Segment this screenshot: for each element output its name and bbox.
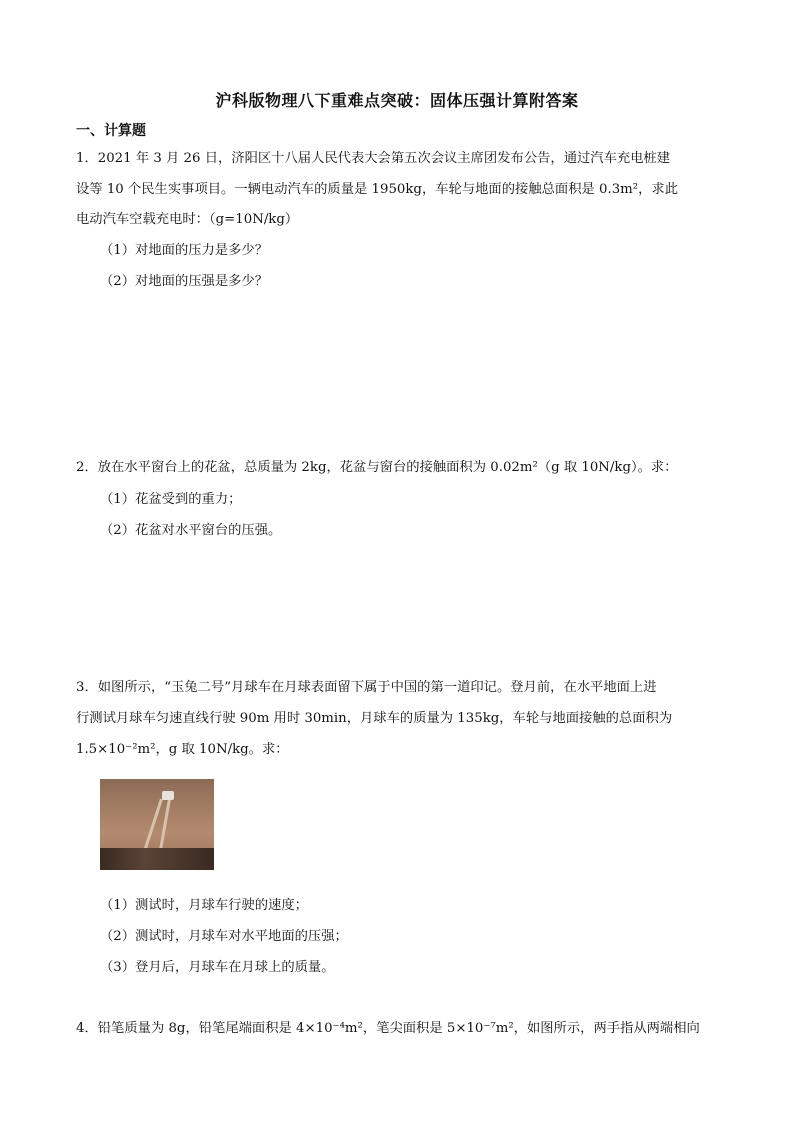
q3-sub-2: （2）测试时，月球车对水平地面的压强； [100,929,348,944]
rover-shape [162,791,174,800]
lunar-rover-photo [100,779,214,870]
q2-sub-1: （1）花盆受到的重力； [100,492,242,507]
q1-line-1: 1．2021 年 3 月 26 日，济阳区十八届人民代表大会第五次会议主席团发布公告，通过汽车充电桩建 [76,151,671,166]
q3-line-2: 行测试月球车匀速直线行驶 90m 用时 30min，月球车的质量为 135kg，车轮与地面接触的总面积为 [76,711,673,726]
q3-sub-3: （3）登月后，月球车在月球上的质量。 [100,960,335,975]
q1-line-2: 设等 10 个民生实事项目。一辆电动汽车的质量是 1950kg，车轮与地面的接触总面积是 0.3m²，求此 [76,182,679,197]
q3-line-1: 3．如图所示，“玉兔二号”月球车在月球表面留下属于中国的第一道印记。登月前，在水平地面上进 [76,680,657,695]
page-title: 沪科版物理八下重难点突破：固体压强计算附答案 [215,91,579,110]
q4-line-1: 4．铅笔质量为 8g，铅笔尾端面积是 4×10⁻⁴m²，笔尖面积是 5×10⁻⁷m²，如图所示，两手指从两端相向 [76,1021,700,1036]
photo-foreground-shadow [100,848,214,870]
q1-line-3: 电动汽车空载充电时：（g=10N/kg） [76,212,299,227]
q2-line-1: 2．放在水平窗台上的花盆，总质量为 2kg，花盆与窗台的接触面积为 0.02m²（g 取 10N/kg）。求： [76,460,678,475]
q1-sub-1: （1）对地面的压力是多少？ [100,243,269,258]
q2-sub-2: （2）花盆对水平窗台的压强。 [100,523,282,538]
q3-line-3: 1.5×10⁻²m²，g 取 10N/kg。求： [76,742,289,757]
q1-sub-2: （2）对地面的压强是多少？ [100,274,269,289]
section-heading: 一、计算题 [76,123,146,139]
q3-sub-1: （1）测试时，月球车行驶的速度； [100,898,308,913]
